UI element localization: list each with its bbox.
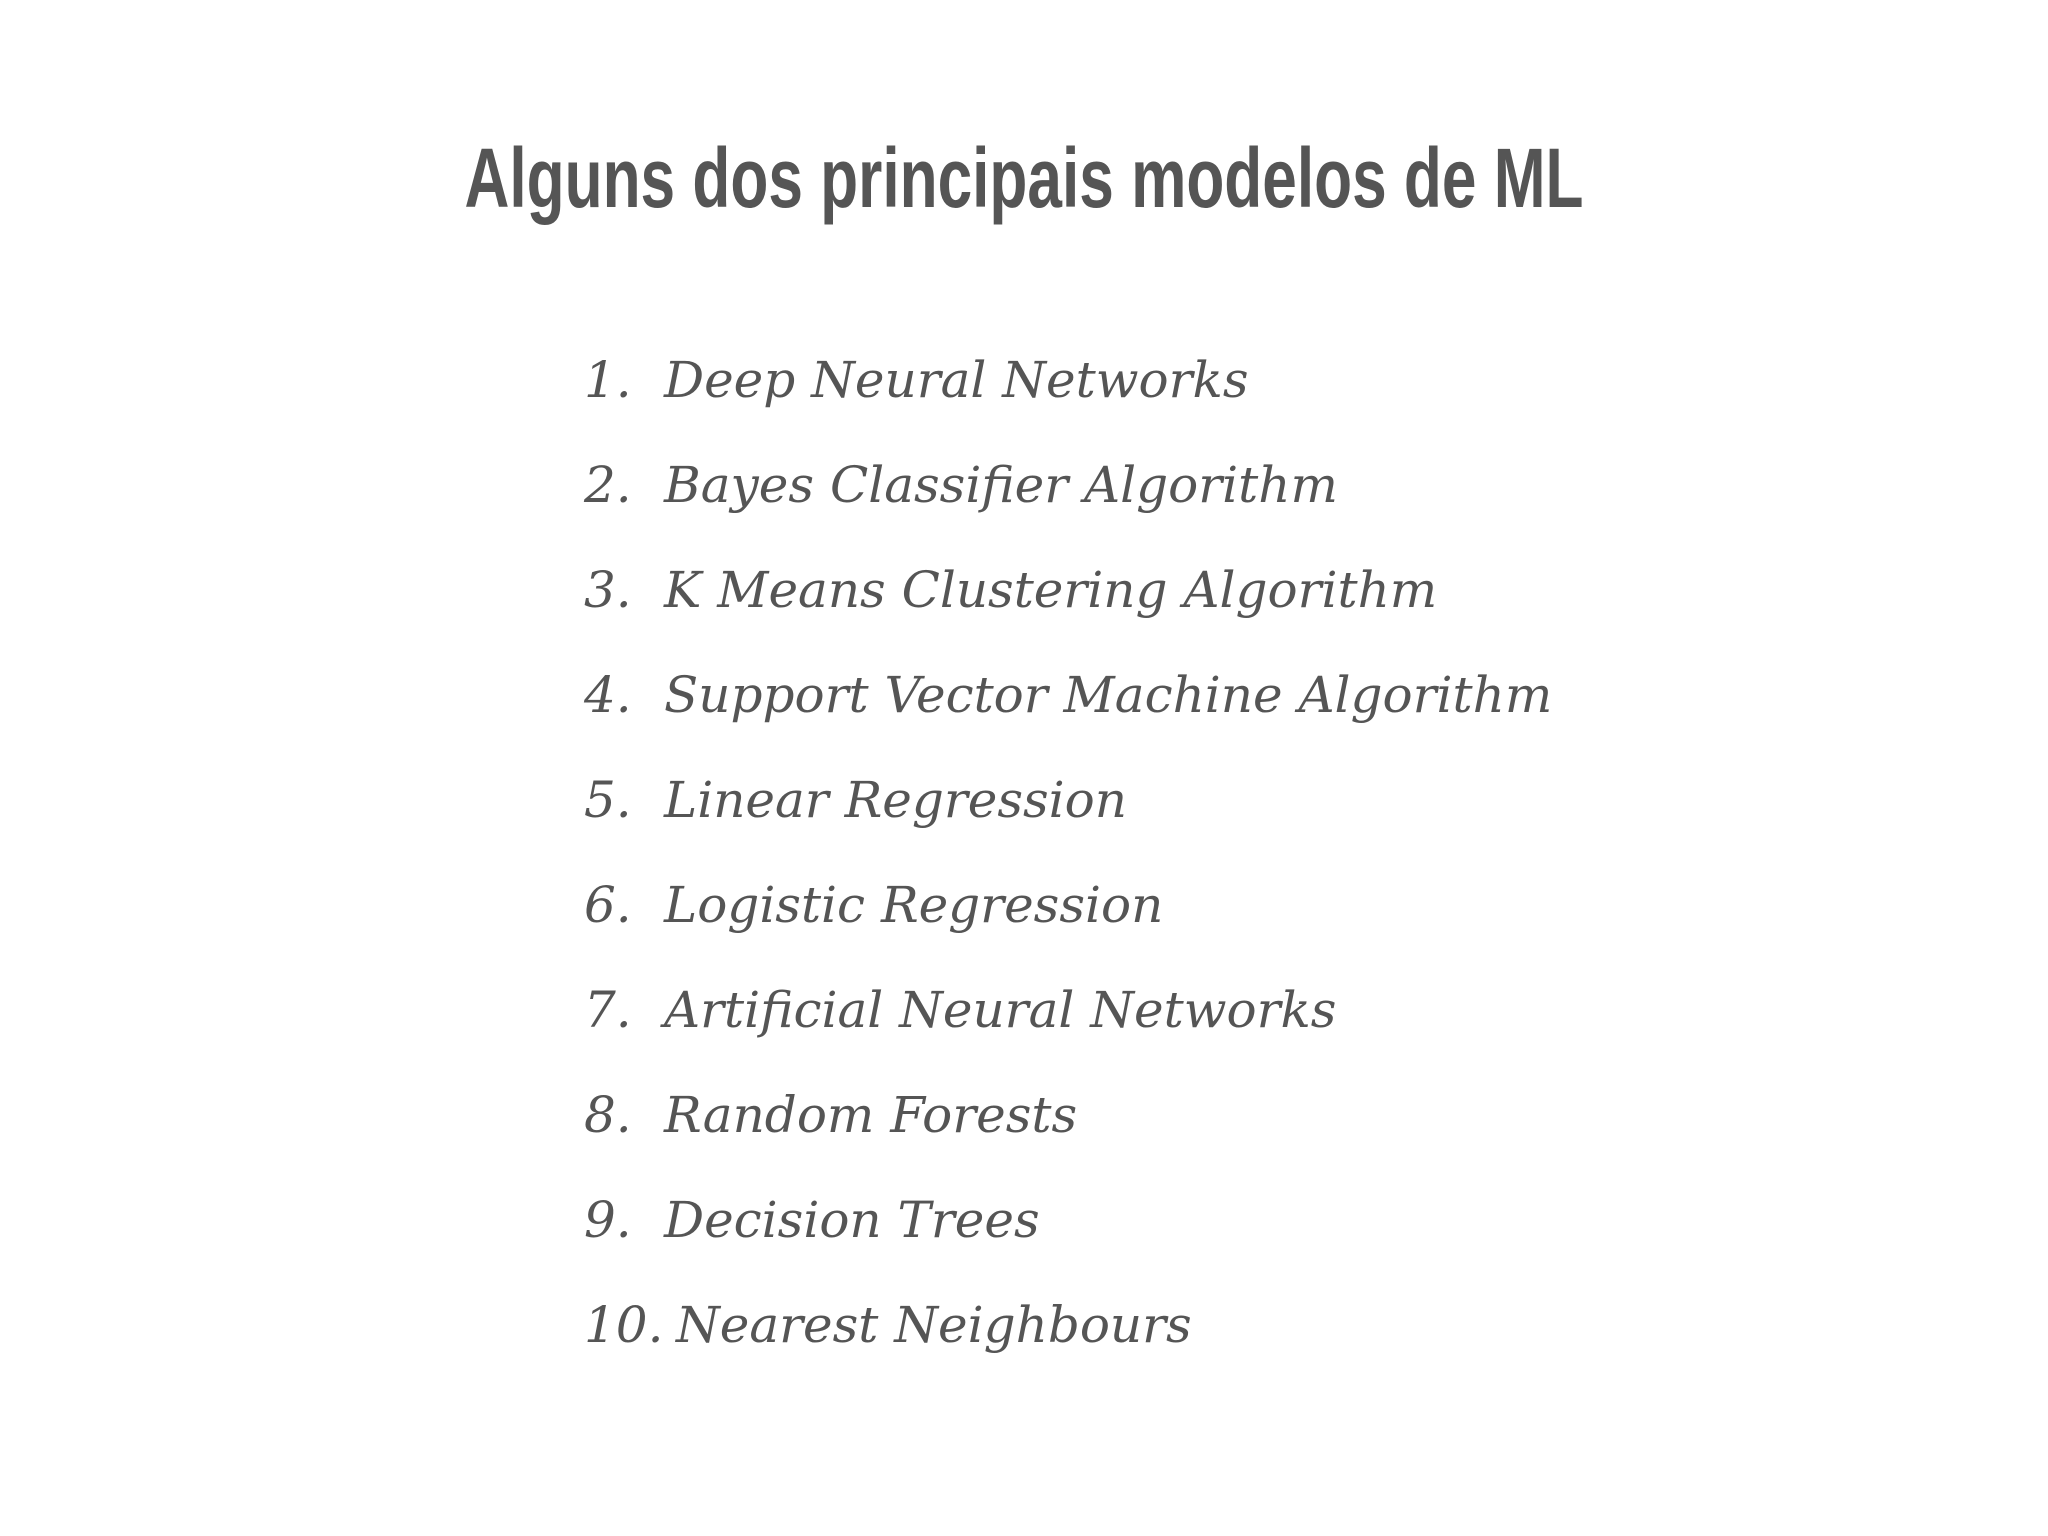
list-item-label: Random Forests <box>664 1086 1078 1144</box>
list-item-number: 3. <box>584 561 632 619</box>
list-item-number: 9. <box>584 1191 632 1249</box>
list-item <box>584 655 1552 760</box>
list-item-label: Logistic Regression <box>664 876 1164 934</box>
list-item-label: Artificial Neural Networks <box>664 981 1337 1039</box>
list-item-number: 7. <box>584 981 632 1039</box>
list-item <box>584 1180 1552 1285</box>
list-item-label: Decision Trees <box>664 1191 1040 1249</box>
list-item-label: Deep Neural Networks <box>664 351 1249 409</box>
list-item-number: 10. <box>584 1296 664 1354</box>
list-item <box>584 550 1552 655</box>
list-item-label: Support Vector Machine Algorithm <box>664 666 1553 724</box>
list-item-number: 1. <box>584 351 632 409</box>
list-item-number: 4. <box>584 666 632 724</box>
list-item <box>584 1285 1552 1390</box>
list-item <box>584 760 1552 865</box>
list-item-number: 8. <box>584 1086 632 1144</box>
list-item <box>584 970 1552 1075</box>
list-item <box>584 445 1552 550</box>
models-list <box>584 340 1552 1390</box>
list-item <box>584 340 1552 445</box>
page-title: Alguns dos principais modelos de ML <box>464 131 1584 225</box>
list-item <box>584 865 1552 970</box>
list-item-number: 5. <box>584 771 632 829</box>
list-item <box>584 1075 1552 1180</box>
list-item-label: Linear Regression <box>664 771 1127 829</box>
list-item-number: 2. <box>584 456 632 514</box>
list-item-label: K Means Clustering Algorithm <box>664 561 1438 619</box>
list-item-label: Bayes Classifier Algorithm <box>664 456 1338 514</box>
list-item-number: 6. <box>584 876 632 934</box>
list-item-label: Nearest Neighbours <box>676 1296 1192 1354</box>
